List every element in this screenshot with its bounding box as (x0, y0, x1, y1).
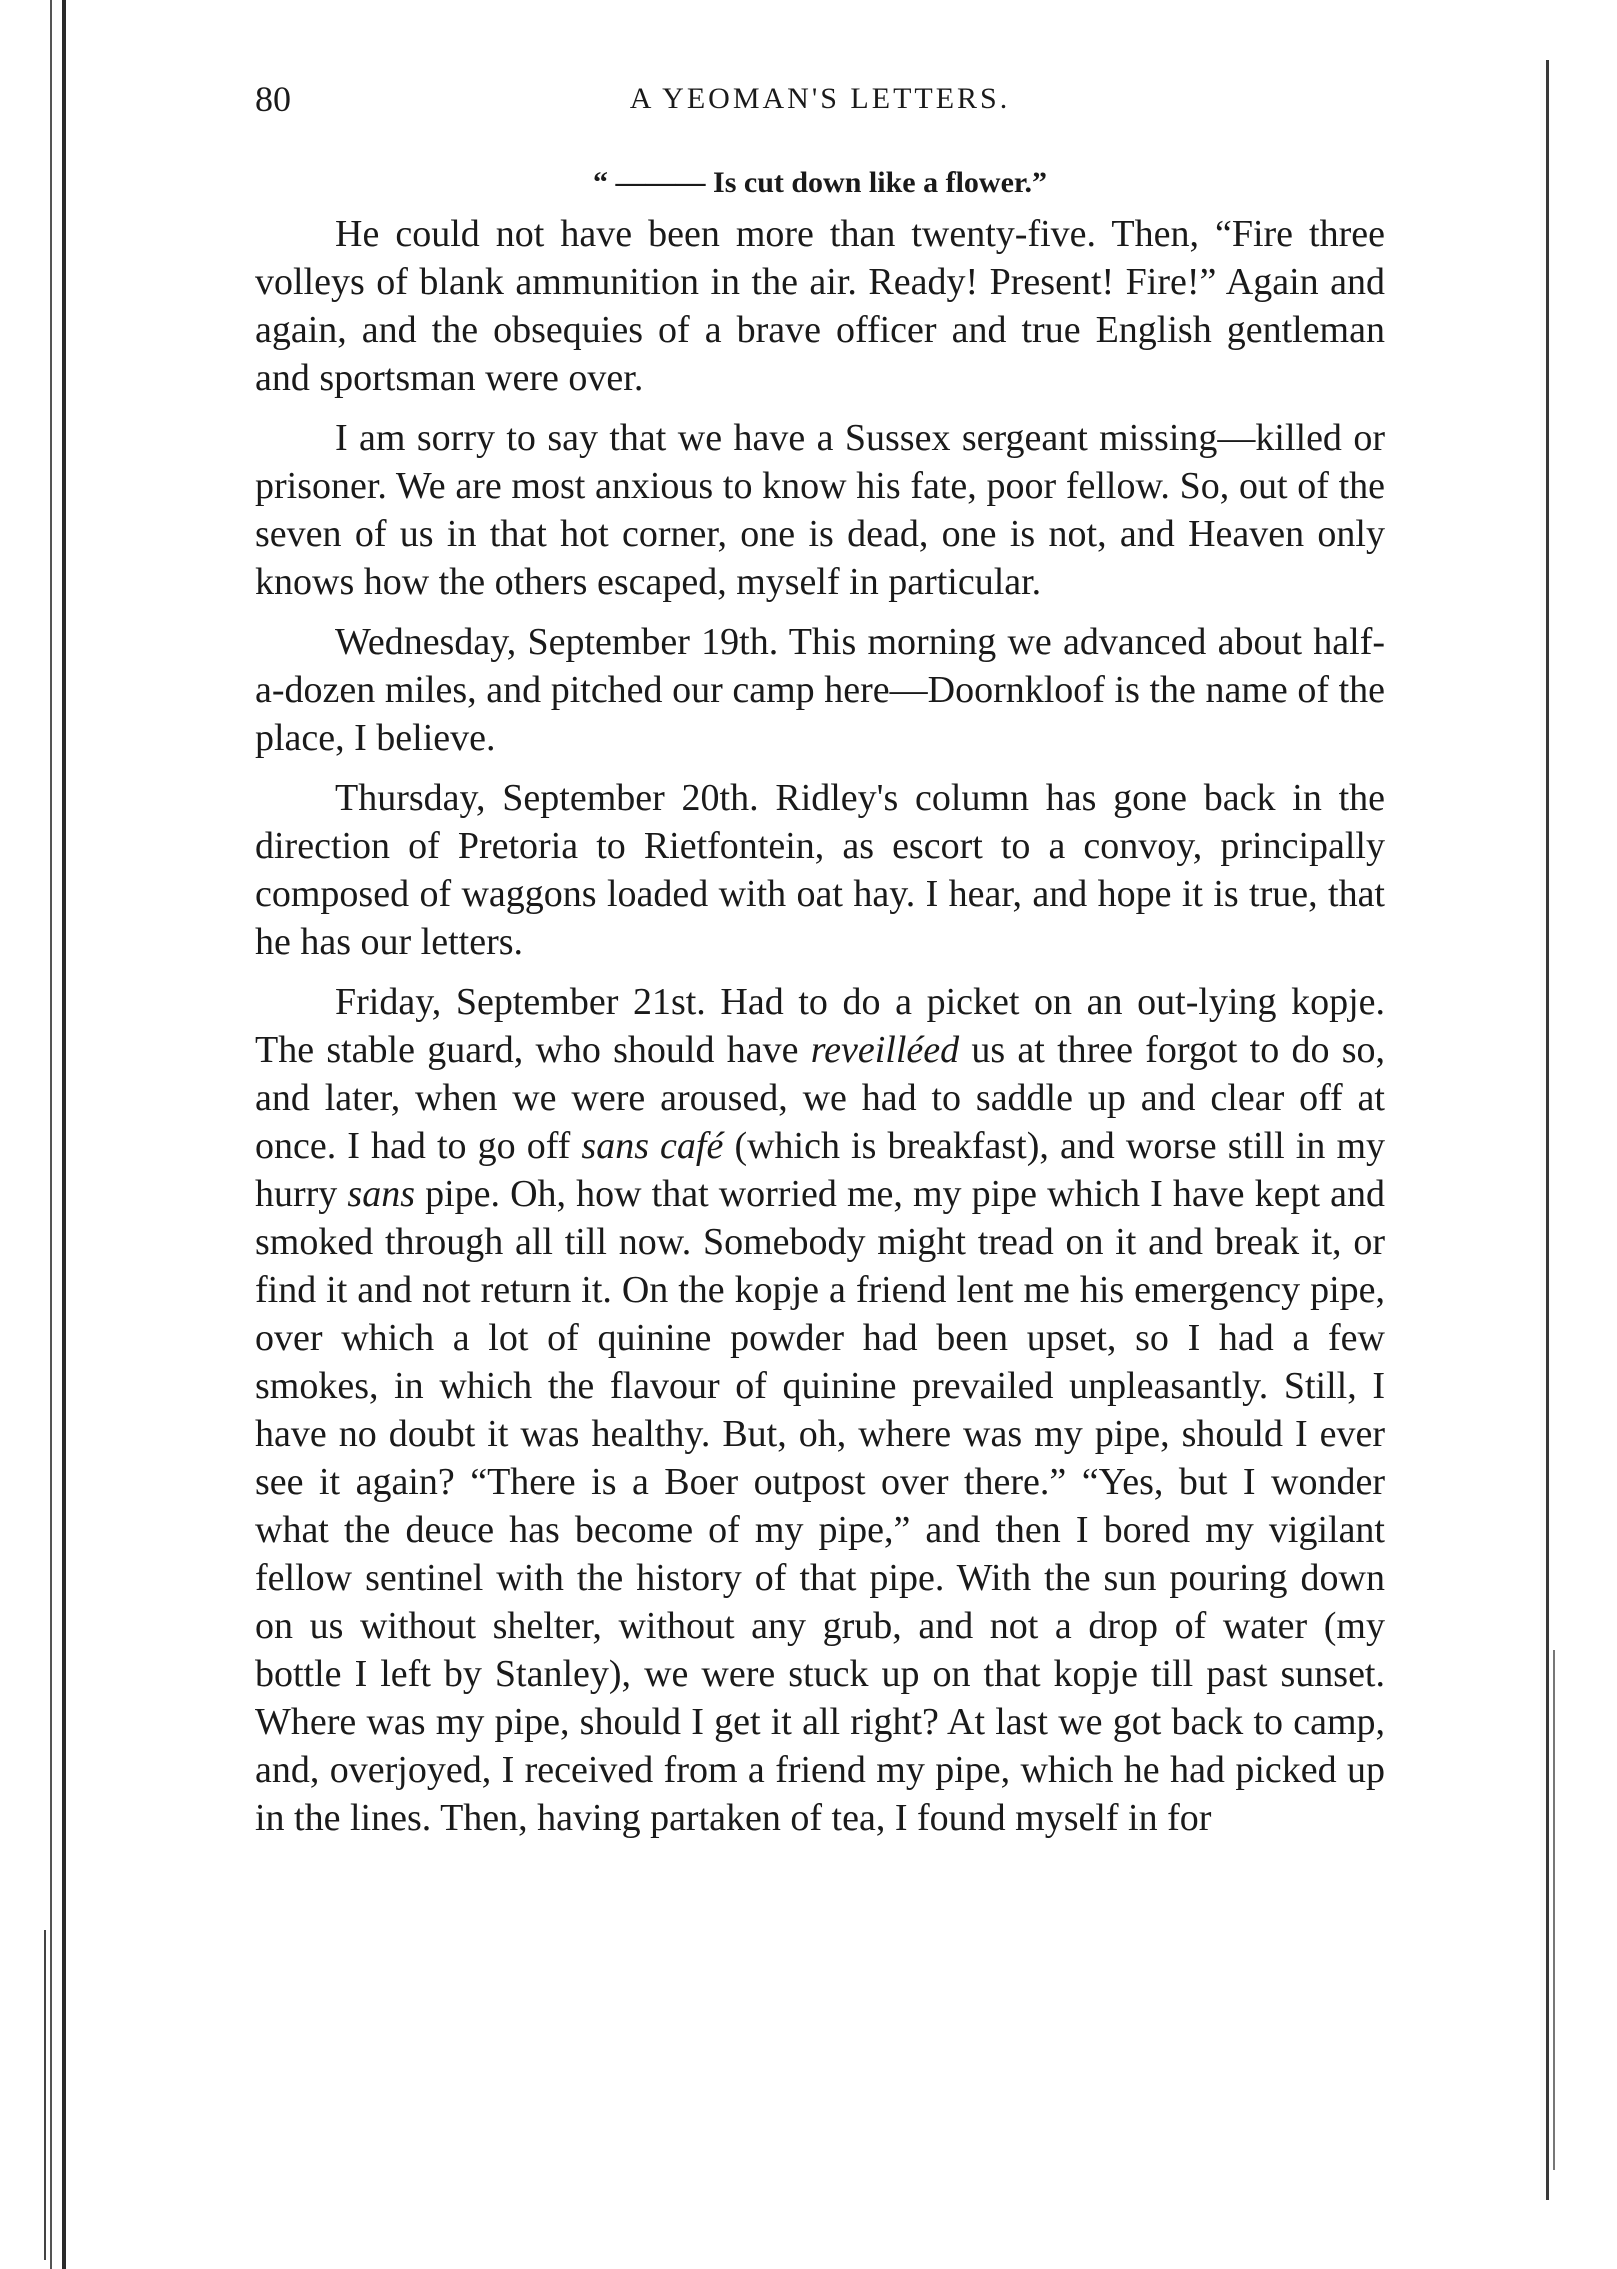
page-fore-edge (1546, 60, 1549, 2200)
paragraph-september-19: Wednesday, September 19th. This morning we advanced about half-a-dozen miles, and pitched our camp here—Doornkloof is the name of the place, I believe. (255, 621, 1385, 759)
page-binding-edge (62, 0, 66, 2269)
page-number: 80 (255, 79, 291, 119)
page-binding-edge (44, 1930, 46, 2260)
paragraph-missing-sergeant: I am sorry to say that we have a Sussex sergeant missing—killed or prisoner. We are most anxious to know his fate, poor fellow. So, out of the seven of us in that hot corner, one is dead, one is not, and Heaven only knows how the others escaped, myself in particular. (255, 417, 1385, 603)
italic-term: sans café (581, 1125, 724, 1167)
text-run: pipe. Oh, how that worried me, my pipe which I have kept and smoked through all till now. Somebody might tread on it and break it, or find it and not return it. On the kopje a friend lent me his emergency pipe, over which a lot of quinine powder had been upset, so I had a few smokes, in which the flavour of quinine prevailed unpleasantly. Still, I have no doubt it was healthy. But, oh, where was my pipe, should I ever see it again? “There is a Boer outpost over there.” “Yes, but I wonder what the deuce has become of my pipe,” and then I bored my vigilant fellow sentinel with the history of that pipe. With the sun pouring down on us without shelter, without any grub, and not a drop of water (my bottle I left by Stanley), we were stuck up on that kopje till past sunset. Where was my pipe, should I get it all right? At last we got back to camp, and, overjoyed, I received from a friend my pipe, which he had picked up in the lines. Then, having partaken of tea, I found myself in for (255, 1173, 1386, 1839)
running-title: A YEOMAN'S LETTERS. (629, 82, 1011, 115)
page-fore-edge (1553, 1650, 1555, 2170)
page-binding-edge (50, 0, 52, 2269)
italic-term: sans (347, 1173, 415, 1215)
book-page (255, 70, 1385, 1854)
paragraph-september-20: Thursday, September 20th. Ridley's column has gone back in the direction of Pretoria to Rietfontein, as escort to a convoy, principally composed of waggons loaded with oat hay. I hear, and hope it is true, that he has our letters. (255, 777, 1385, 963)
running-head (255, 78, 1385, 138)
italic-term: reveilléed (810, 1029, 960, 1071)
epigraph-quote: “ ——— Is cut down like a flower.” (593, 166, 1047, 199)
text-run: (which is breakfast), and worse still in my hurry (255, 1125, 1386, 1215)
text-run: us at three forgot to do so, and later, when we were aroused, we had to saddle up and clear off at once. I had to go off (255, 1029, 1386, 1167)
text-run: Friday, September 21st. Had to do a picket on an out-lying kopje. The stable guard, who should have (255, 981, 1385, 1071)
paragraph-september-21 (255, 978, 1385, 1842)
paragraph-funeral: He could not have been more than twenty-five. Then, “Fire three volleys of blank ammunition in the air. Ready! Present! Fire!” Again and again, and the obsequies of a brave officer and true English gentleman and sportsman were over. (255, 213, 1385, 399)
